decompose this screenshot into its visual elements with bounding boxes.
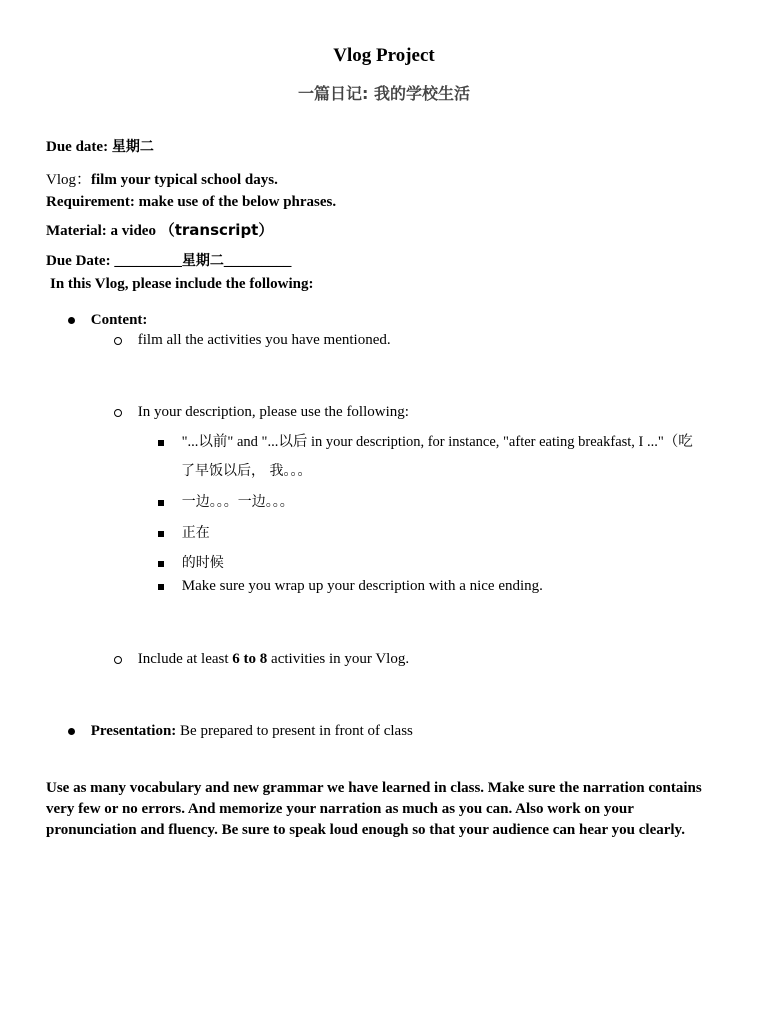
content-sub-2 — [114, 404, 409, 421]
phrase-4-text: 的时候 — [181, 555, 224, 571]
page-subtitle: 一篇日记: 我的学校生活 — [298, 84, 470, 103]
vlog-label: Vlog： — [46, 172, 92, 188]
due-date-value: 星期二 — [111, 139, 154, 155]
material-prefix: Material: a video — [46, 223, 160, 239]
due-date-2-line — [46, 250, 291, 270]
due-date-2-value: 星期二 — [181, 253, 224, 269]
content-sub-2-text: In your description, please use the following: — [137, 404, 409, 420]
phrase-5-text: Make sure you wrap up your description with a nice ending. — [181, 578, 543, 594]
bullet-square-icon — [158, 531, 164, 537]
phrase-item-3 — [158, 522, 210, 542]
phrase-1-text: "...以前" and "...以后 in your description, for instance, "after eating breakfast, I ..."（吃 — [181, 434, 693, 450]
requirement-line — [46, 194, 336, 211]
page-title: Vlog Project — [333, 45, 435, 66]
content-sub-1-text: film all the activities you have mentioned. — [137, 332, 391, 348]
due-date-label: Due date: — [46, 139, 112, 155]
vlog-value: film your typical school days. — [91, 172, 278, 188]
content-sub-1 — [114, 332, 391, 349]
material-paren: （transcript） — [159, 221, 274, 239]
material-line — [46, 219, 273, 240]
presentation-text: Be prepared to present in front of class — [176, 723, 413, 739]
phrase-2-text: 一边。。。一边。。。 — [181, 494, 294, 510]
content-sub-3-pre: Include at least — [137, 651, 233, 667]
bullet-circle-icon — [114, 337, 122, 345]
content-bullet — [68, 312, 147, 329]
phrase-item-4 — [158, 552, 224, 572]
bullet-circle-icon — [114, 656, 122, 664]
due-date-2-tail: _________ — [223, 253, 292, 269]
bullet-dot-icon — [68, 728, 75, 735]
content-label: Content: — [90, 312, 148, 328]
bullet-square-icon — [158, 561, 164, 567]
vlog-line — [46, 168, 278, 189]
bullet-square-icon — [158, 584, 164, 590]
bullet-circle-icon — [114, 409, 122, 417]
phrase-item-2 — [158, 491, 294, 511]
content-sub-3-post: activities in your Vlog. — [267, 651, 410, 667]
presentation-label: Presentation: — [90, 723, 177, 739]
phrase-3-text: 正在 — [181, 525, 210, 541]
phrase-item-1-cont: 了早饭以后， 我。。。 — [181, 463, 312, 479]
due-date-2-label: Due Date: _________ — [46, 253, 182, 269]
content-sub-3-bold: 6 to 8 — [232, 651, 268, 667]
phrase-item-1 — [158, 430, 693, 451]
bullet-square-icon — [158, 440, 164, 446]
requirement-text: Requirement: make use of the below phrases. — [46, 194, 337, 210]
include-intro-text: In this Vlog, please include the following: — [50, 276, 314, 292]
include-intro — [50, 276, 314, 293]
presentation-bullet — [68, 723, 413, 740]
content-sub-3 — [114, 651, 409, 668]
phrase-item-5 — [158, 578, 543, 595]
bullet-dot-icon — [68, 317, 75, 324]
closing-paragraph: Use as many vocabulary and new grammar we have learned in class. Make sure the narration contains very few or no errors. And memorize your narration as much as you can. Also work on your pronunciation and fluency. Be sure to speak loud enough so that your audience can hear you clearly. — [46, 780, 702, 838]
bullet-square-icon — [158, 500, 164, 506]
due-date-line — [46, 136, 154, 156]
